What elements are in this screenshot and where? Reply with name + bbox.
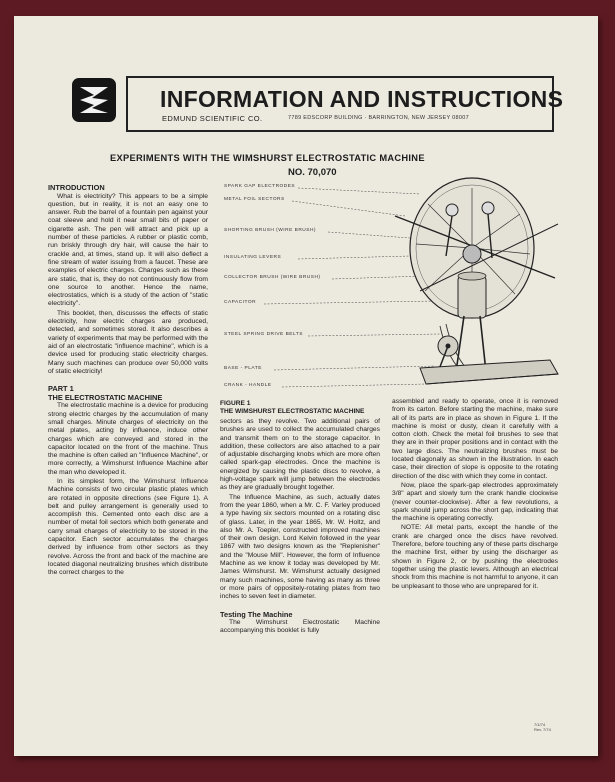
intro-paragraph-2: This booklet, then, discusses the effects of static electricity, how electric charges are produced, detected, and sometimes stored. It also describes a variety of experiments that may be performed with the aid of an electrostatic "influence machine", which is a device used for producing static electricity charges. Many such machines can produce over 50,000 volts of static electricity! — [48, 309, 208, 375]
callout-shorting-brush: SHORTING BRUSH (WIRE BRUSH) — [224, 228, 317, 233]
column-1 — [48, 184, 208, 744]
stamp-line-1: 7/1/74 — [534, 722, 546, 727]
revision-stamp — [534, 722, 551, 732]
testing-heading: Testing The Machine — [220, 609, 293, 619]
intro-heading: INTRODUCTION — [48, 184, 105, 192]
stamp-line-2: Rev. 7/74 — [534, 727, 551, 732]
callout-base-plate: BASE - PLATE — [224, 366, 262, 371]
col2-paragraph-3: The Wimshurst Electrostatic Machine accompanying this booklet is fully — [220, 619, 380, 635]
col2-paragraph-2: The Influence Machine, as such, actually dates from the year 1860, when a Mr. C. F. Varley produced a type having six sectors mounted on a rotating disc of glass. Later, in the year 1865, Mr. W. Holtz, and also Mr. A. Toepler, constructed improved machines of their own design. Lord Kelvin followed in the year 1867 with two designs known as the "Replenisher" and the "Mouse Mill". However, the form of Influence Machine as we know it today was developed by Mr. James Wimshurst. Mr. Wimshurst actually designed many such machines, some having as many as three or more pairs of oppositely-rotating plates from two inches to seven feet in diameter. — [220, 493, 380, 601]
header-banner — [126, 76, 564, 132]
document-number: NO. 70,070 — [288, 167, 337, 178]
intro-paragraph-1: What is electricity? This appears to be a simple question, but in reality, it is not an easy one to answer. Rub the barrel of a fountain pen against your coat sleeve and hold it near small bits of paper or cigarette ash. The pen will attract and pick up a number of these particles. A rubber or plastic comb, run briskly through dry hair, will cause the hair to crackle and, at times, stand up. It will also deflect a fine stream of water issuing from a faucet. These are examples of electric charges. Charges such as these are static, that is, they do not continuously flow from one source to another. Hence the name, electrostatics, which is a study of the action of "static electricity". — [48, 192, 208, 308]
col3-paragraph-3: NOTE: All metal parts, except the handle of the crank are charged once the discs have revolved. Therefore, before touching any of these parts discharge the machine first, either by using the discharger as shown in Figure 2, or by pushing the electrodes together using the plastic levers. Although an electrical shock from this machine is not harmful to anyone, it can be unpleasant to those who are unprepared for it. — [392, 524, 558, 590]
page-title: INFORMATION AND INSTRUCTIONS — [160, 86, 564, 112]
document-title: EXPERIMENTS WITH THE WIMSHURST ELECTROSTATIC MACHINE — [110, 153, 425, 163]
edmund-logo — [72, 78, 116, 122]
company-name: EDMUND SCIENTIFIC CO. — [162, 114, 263, 123]
part1-subheading: THE ELECTROSTATIC MACHINE — [48, 392, 163, 402]
figure-caption — [220, 400, 364, 415]
part1-paragraph-2: In its simplest form, the Wimshurst Influence Machine consists of two circular plastic plates which are rotated in opposite directions (see Figure 1). A belt and pulley arrangement is generally used to accomplish this. Cemented onto each disc are a number of metal foil sectors which both generate and carry small charges of electricity to be stored in the capacitor. Each sector accumulates the charges derived by influence from other sectors as they revolve. Across the front and back of the machine are located diagonal neutralizing brushes which distribute the correct charges to the — [48, 477, 208, 577]
column-3 — [392, 398, 558, 698]
callout-insulating-levers: INSULATING LEVERS — [224, 255, 282, 260]
col3-paragraph-1: assembled and ready to operate, once it is removed from its carton. Before starting the machine, make sure all of its parts are in place as shown in Figure 1. If the machine is moist or dusty, clean it carefully with a cotton cloth. Check the metal foil brushes to see that they are in their proper positions and in contact with the two large discs. The neutralizing brushes must be located diagonally as shown in the illustration. In each case, their direction of slope is opposite to the rotating direction of the disc with which they come in contact. — [392, 398, 558, 480]
callout-capacitor: CAPACITOR — [224, 300, 257, 305]
callout-foil-sectors: METAL FOIL SECTORS — [224, 197, 285, 202]
part1-heading: PART 1 — [48, 384, 74, 394]
wimshurst-machine-illustration — [220, 176, 566, 392]
company-address: 7789 EDSCORP BUILDING · BARRINGTON, NEW JERSEY 08007 — [288, 115, 469, 121]
col2-paragraph-1: sectors as they revolve. Two additional pairs of brushes are used to collect the accumulated charges and transmit them on to the storage capacitor. In addition, these collectors are also attached to a pair of adjustable discharging knobs which are more often called spark-gap electrodes. Once the machine is energized by causing the plastic discs to revolve, a high-voltage spark will jump between the electrodes as they are gradually brought together. — [220, 418, 380, 492]
figure-title: THE WIMSHURST ELECTROSTATIC MACHINE — [220, 407, 365, 415]
figure-wimshurst-machine — [220, 176, 566, 392]
callout-crank-handle: CRANK - HANDLE — [224, 383, 272, 388]
instruction-sheet — [14, 16, 598, 756]
figure-label: FIGURE 1 — [220, 400, 251, 407]
column-2 — [220, 418, 380, 744]
logo-mark-icon — [72, 78, 116, 122]
callout-drive-belts: STEEL SPRING DRIVE BELTS — [224, 332, 303, 337]
callout-spark-gap: SPARK GAP ELECTRODES — [224, 184, 296, 189]
callout-collector-brush: COLLECTOR BRUSH (WIRE BRUSH) — [224, 275, 321, 280]
part1-paragraph-1: The electrostatic machine is a device for producing strong electric charges by the accumulation of many small charges. Minute charges of electricity on the metal plates, acting by influence, induce other charges which are conveyed and stored in the capacitor located on the front of the machine. Thus the machine is often called an "Influence Machine", or more correctly, a Wimshurst Influence Machine after the man who developed it. — [48, 402, 208, 476]
col3-paragraph-2: Now, place the spark-gap electrodes approximately 3/8" apart and slowly turn the crank handle clockwise (never counter-clockwise). After a few revolutions, a spark should jump across the short gap, indicating that the machine is operating correctly. — [392, 481, 558, 523]
